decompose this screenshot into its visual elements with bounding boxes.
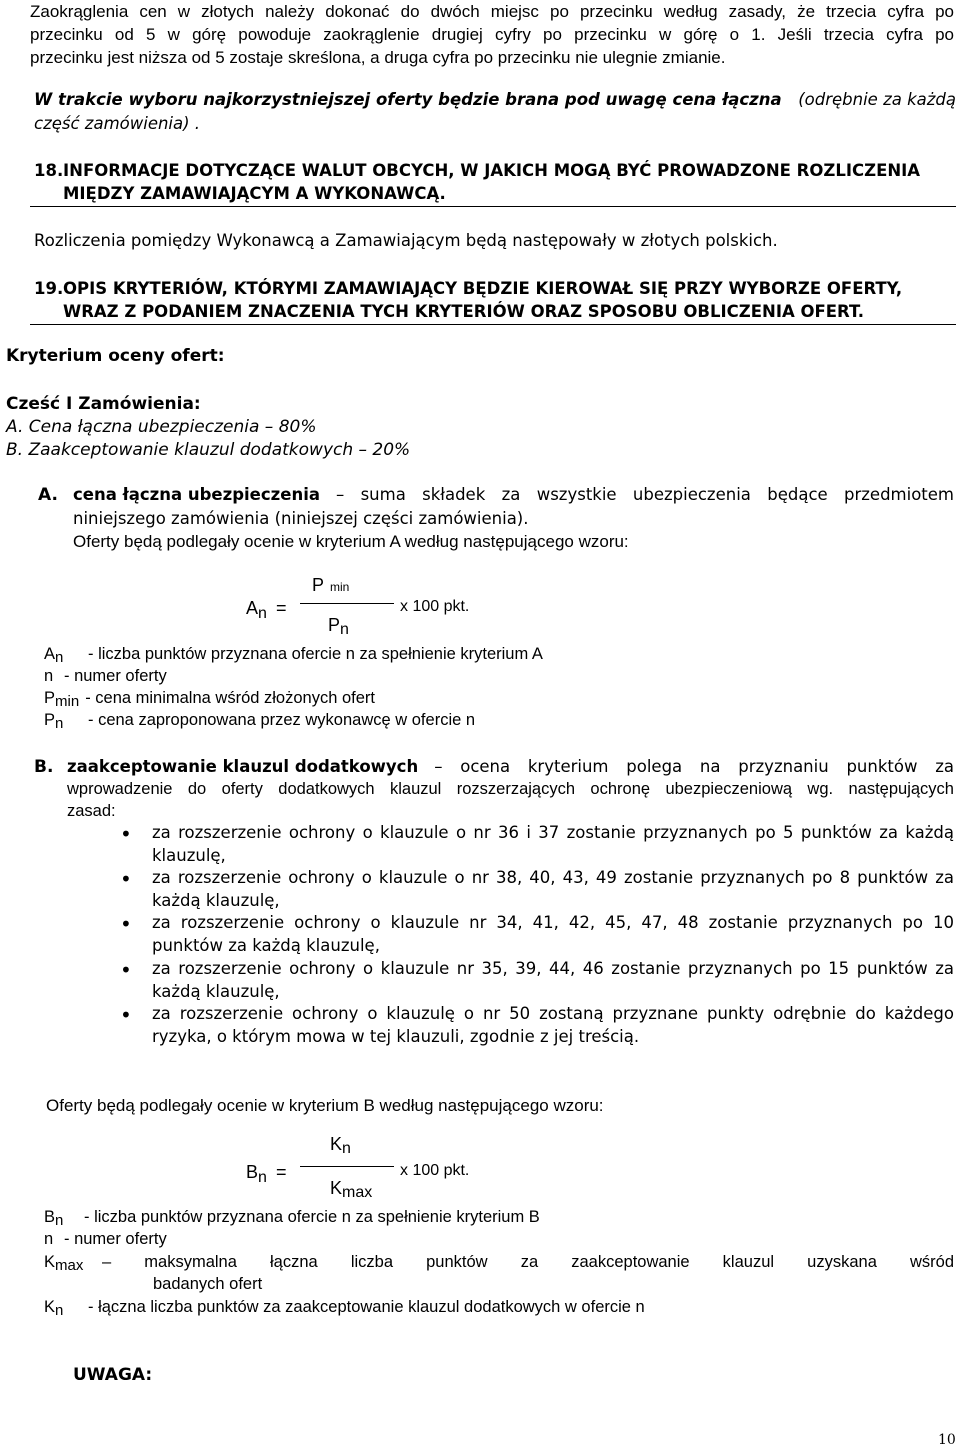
bullet-1-line-2: klauzulę, <box>152 846 226 865</box>
formula-b-fraction-bar <box>300 1166 394 1167</box>
section-19-rule <box>30 324 956 325</box>
criterion-a-title: cena łączna ubezpieczenia <box>73 485 320 504</box>
section-18-rule <box>30 206 956 207</box>
criterion-b-line-2: wprowadzenie do oferty dodatkowych klauzul rozszerzających ochronę ubezpieczeniową wg. następujących <box>67 780 954 798</box>
bullet-3-line-2: punktów za każdą klauzulę, <box>152 936 380 955</box>
criterion-a-formula-intro: Oferty będą podlegały ocenie w kryterium A według następującego wzoru: <box>73 532 629 551</box>
bullet-icon: • <box>120 822 132 846</box>
formula-a-denominator: Pn <box>328 615 349 638</box>
bullet-2-line-2: każdą klauzulę, <box>152 891 280 910</box>
bullet-icon: • <box>120 958 132 982</box>
section-18-number: 18. <box>34 161 64 180</box>
bullet-5-line-2: ryzyka, o którym mowa w tej klauzuli, zgodnie z jej treścią. <box>152 1027 640 1046</box>
formula-a-multiplier: x 100 pkt. <box>400 598 470 615</box>
legend-a-row-1: An - liczba punktów przyznana ofercie n za spełnienie kryterium A <box>44 645 543 666</box>
criteria-heading: Kryterium oceny ofert: <box>6 346 225 366</box>
criterion-a-line-2: niniejszego zamówienia (niniejszej części zamówienia). <box>73 509 529 528</box>
criterion-b-line-1 <box>67 757 954 776</box>
formula-b-lhs: Bn = <box>246 1162 287 1186</box>
legend-b-row-3: Kmax – maksymalna łączna liczba punktów za zaakceptowanie klauzul uzyskana wśród <box>44 1253 954 1274</box>
notice-line-1 <box>34 90 956 109</box>
legend-a-row-3: Pmin - cena minimalna wśród złożonych ofert <box>44 689 375 710</box>
section-18-body: Rozliczenia pomiędzy Wykonawcą a Zamawiającym będą następowały w złotych polskich. <box>34 231 778 250</box>
bullet-3-line-1: za rozszerzenie ochrony o klauzule nr 34, 41, 42, 45, 47, 48 zostanie przyznanych po 10 <box>152 913 954 932</box>
legend-b-row-2: n - numer oferty <box>44 1230 167 1248</box>
section-18-title-line-2: MIĘDZY ZAMAWIAJĄCYM A WYKONAWCĄ. <box>63 184 446 203</box>
warning-label: UWAGA: <box>73 1365 153 1385</box>
criterion-a-desc: – suma składek za wszystkie ubezpieczenia będące przedmiotem <box>335 485 954 504</box>
intro-line-3: przecinku jest niższa od 5 zostaje skreślona, a druga cyfra po przecinku nie ulegnie zmianie. <box>30 48 726 67</box>
criterion-b-desc: – ocena kryterium polega na przyznaniu punktów za <box>434 757 954 776</box>
bullet-1-line-1: za rozszerzenie ochrony o klauzule o nr 36 i 37 zostanie przyznanych po 5 punktów za każdą <box>152 823 954 842</box>
criterion-b-formula-intro: Oferty będą podlegały ocenie w kryterium B według następującego wzoru: <box>46 1096 604 1115</box>
notice-italic-text: (odrębnie za każdą <box>798 90 956 109</box>
bullet-icon: • <box>120 1003 132 1027</box>
criterion-b-title: zaakceptowanie klauzul dodatkowych <box>67 757 419 776</box>
criterion-b-line-3: zasad: <box>67 802 116 820</box>
formula-b-denominator: Kmax <box>330 1178 373 1201</box>
legend-a-row-4: Pn - cena zaproponowana przez wykonawcę w ofercie n <box>44 711 476 732</box>
legend-b-row-1: Bn - liczba punktów przyznana ofercie n za spełnienie kryterium B <box>44 1208 540 1229</box>
bullet-4-line-2: każdą klauzulę, <box>152 982 280 1001</box>
section-19-number: 19. <box>34 279 64 298</box>
part-heading: Cześć I Zamówienia: <box>6 394 201 414</box>
page-number: 10 <box>938 1432 956 1448</box>
legend-a-row-2: n - numer oferty <box>44 667 167 685</box>
bullet-icon: • <box>120 912 132 936</box>
criterion-a-letter: A. <box>38 485 58 505</box>
formula-b-multiplier: x 100 pkt. <box>400 1162 470 1179</box>
bullet-4-line-1: za rozszerzenie ochrony o klauzule nr 35, 39, 44, 46 zostanie przyznanych po 15 punktów za <box>152 959 954 978</box>
section-19-title-line-1: OPIS KRYTERIÓW, KTÓRYMI ZAMAWIAJĄCY BĘDZIE KIEROWAŁ SIĘ PRZY WYBORZE OFERTY, <box>63 279 903 298</box>
bullet-5-line-1: za rozszerzenie ochrony o klauzulę o nr 50 zostaną przyznane punkty odrębnie do każdego <box>152 1004 954 1023</box>
notice-line-2: część zamówienia) . <box>34 114 201 133</box>
section-19-title-line-2: WRAZ Z PODANIEM ZNACZENIA TYCH KRYTERIÓW ORAZ SPOSOBU OBLICZENIA OFERT. <box>63 302 865 321</box>
criteria-item-b: B. Zaakceptowanie klauzul dodatkowych – 20% <box>6 440 411 460</box>
criterion-a-line-1 <box>73 485 954 504</box>
legend-b-row-3-cont: badanych ofert <box>153 1275 263 1293</box>
legend-b-row-4: Kn - łączna liczba punktów za zaakceptowanie klauzul dodatkowych w ofercie n <box>44 1298 645 1319</box>
formula-a-numerator: Pmin <box>312 575 350 595</box>
formula-b-numerator: Kn <box>330 1134 351 1157</box>
bullet-icon: • <box>120 867 132 891</box>
criteria-item-a: A. Cena łączna ubezpieczenia – 80% <box>6 417 317 437</box>
notice-bold-text: W trakcie wyboru najkorzystniejszej oferty będzie brana pod uwagę cena łączna <box>34 90 782 109</box>
intro-line-1: Zaokrąglenia cen w złotych należy dokonać do dwóch miejsc po przecinku według zasady, że trzecia cyfra po <box>30 2 954 21</box>
formula-a-lhs: An = <box>246 598 287 622</box>
intro-line-2: przecinku od 5 w górę powoduje zaokrąglenie drugiej cyfry po przecinku w górę o 1. Jeśli trzecia cyfra po <box>30 25 954 44</box>
bullet-2-line-1: za rozszerzenie ochrony o klauzule o nr 38, 40, 43, 49 zostanie przyznanych po 8 punktów za <box>152 868 954 887</box>
formula-a-fraction-bar <box>300 603 394 604</box>
section-18-title-line-1: INFORMACJE DOTYCZĄCE WALUT OBCYCH, W JAKICH MOGĄ BYĆ PROWADZONE ROZLICZENIA <box>63 161 921 180</box>
criterion-b-letter: B. <box>34 757 54 777</box>
